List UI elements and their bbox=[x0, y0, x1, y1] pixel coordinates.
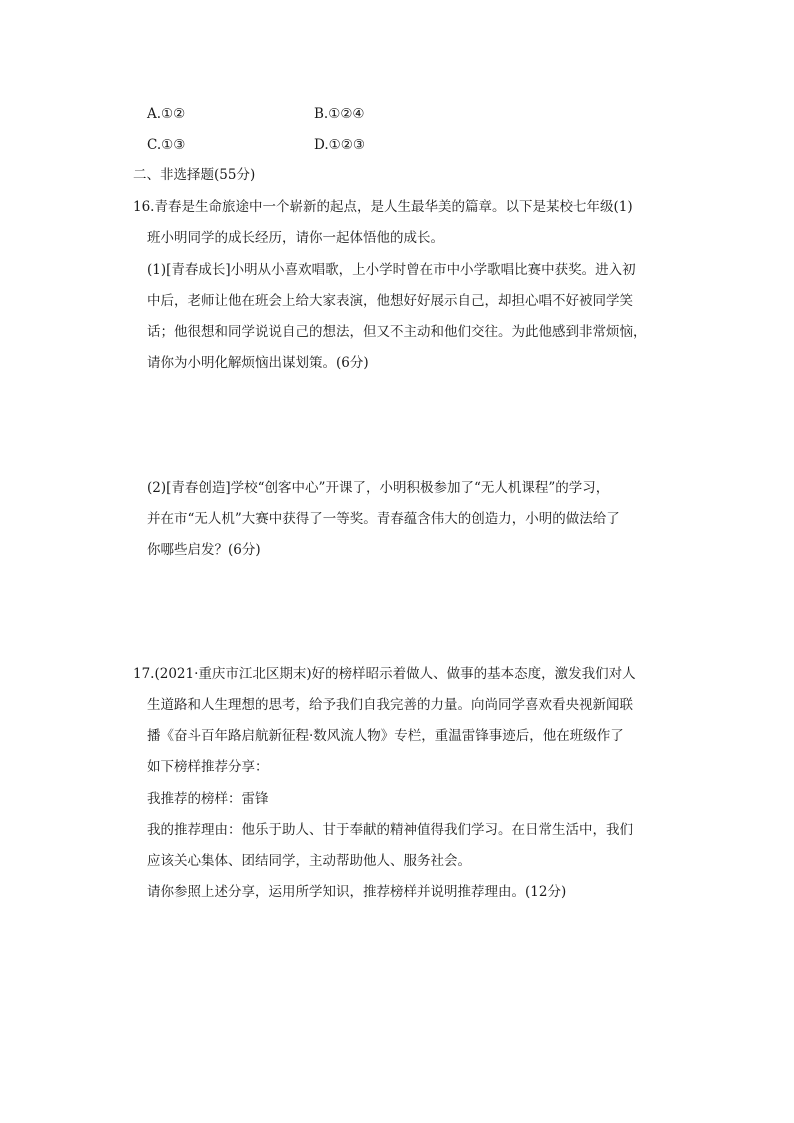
example-reason-line: 应该关心集体、团结同学，主动帮助他人、服务社会。 bbox=[147, 853, 471, 869]
question-17-stem-line: 播《奋斗百年路启航新征程·数风流人物》专栏，重温雷锋事迹后，他在班级作了 bbox=[147, 728, 624, 744]
part-1-line: 中后，老师让他在班会上给大家表演，他想好好展示自己，却担心唱不好被同学笑 bbox=[147, 293, 633, 309]
section-title: 二、非选择题(55分) bbox=[133, 167, 256, 183]
question-17-stem-line: 生道路和人生理想的思考，给予我们自我完善的力量。向尚同学喜欢看央视新闻联 bbox=[147, 697, 633, 713]
option-a: A.①② bbox=[147, 106, 186, 122]
question-16-stem-line: 班小明同学的成长经历，请你一起体悟他的成长。 bbox=[147, 230, 444, 246]
example-role-model: 我推荐的榜样：雷锋 bbox=[147, 791, 269, 807]
part-2-line: (2)[青春创造]学校“创客中心”开课了，小明积极参加了“无人机课程”的学习， bbox=[147, 480, 610, 496]
part-2-line: 并在市“无人机”大赛中获得了一等奖。青春蕴含伟大的创造力，小明的做法给了 bbox=[147, 511, 620, 527]
option-c: C.①③ bbox=[147, 137, 186, 153]
part-1-line: 话；他很想和同学说说自己的想法，但又不主动和他们交往。为此他感到非常烦恼， bbox=[147, 324, 647, 340]
part-2-line: 你哪些启发？(6分) bbox=[147, 542, 261, 558]
part-1-line: 请你为小明化解烦恼出谋划策。(6分) bbox=[147, 355, 369, 371]
question-17-stem-line: 17.(2021·重庆市江北区期末)好的榜样昭示着做人、做事的基本态度，激发我们对人 bbox=[133, 666, 636, 682]
option-d: D.①②③ bbox=[314, 137, 365, 153]
part-1-line: (1)[青春成长]小明从小喜欢唱歌，上小学时曾在市中小学歌唱比赛中获奖。进入初 bbox=[147, 262, 636, 278]
question-17-stem-line: 如下榜样推荐分享： bbox=[147, 759, 269, 775]
example-reason-line: 我的推荐理由：他乐于助人、甘于奉献的精神值得我们学习。在日常生活中，我们 bbox=[147, 822, 633, 838]
option-b: B.①②④ bbox=[314, 106, 365, 122]
question-16-stem-line: 16.青春是生命旅途中一个崭新的起点，是人生最华美的篇章。以下是某校七年级(1) bbox=[133, 199, 633, 215]
question-17-task: 请你参照上述分享，运用所学知识，推荐榜样并说明推荐理由。(12分) bbox=[147, 884, 567, 900]
